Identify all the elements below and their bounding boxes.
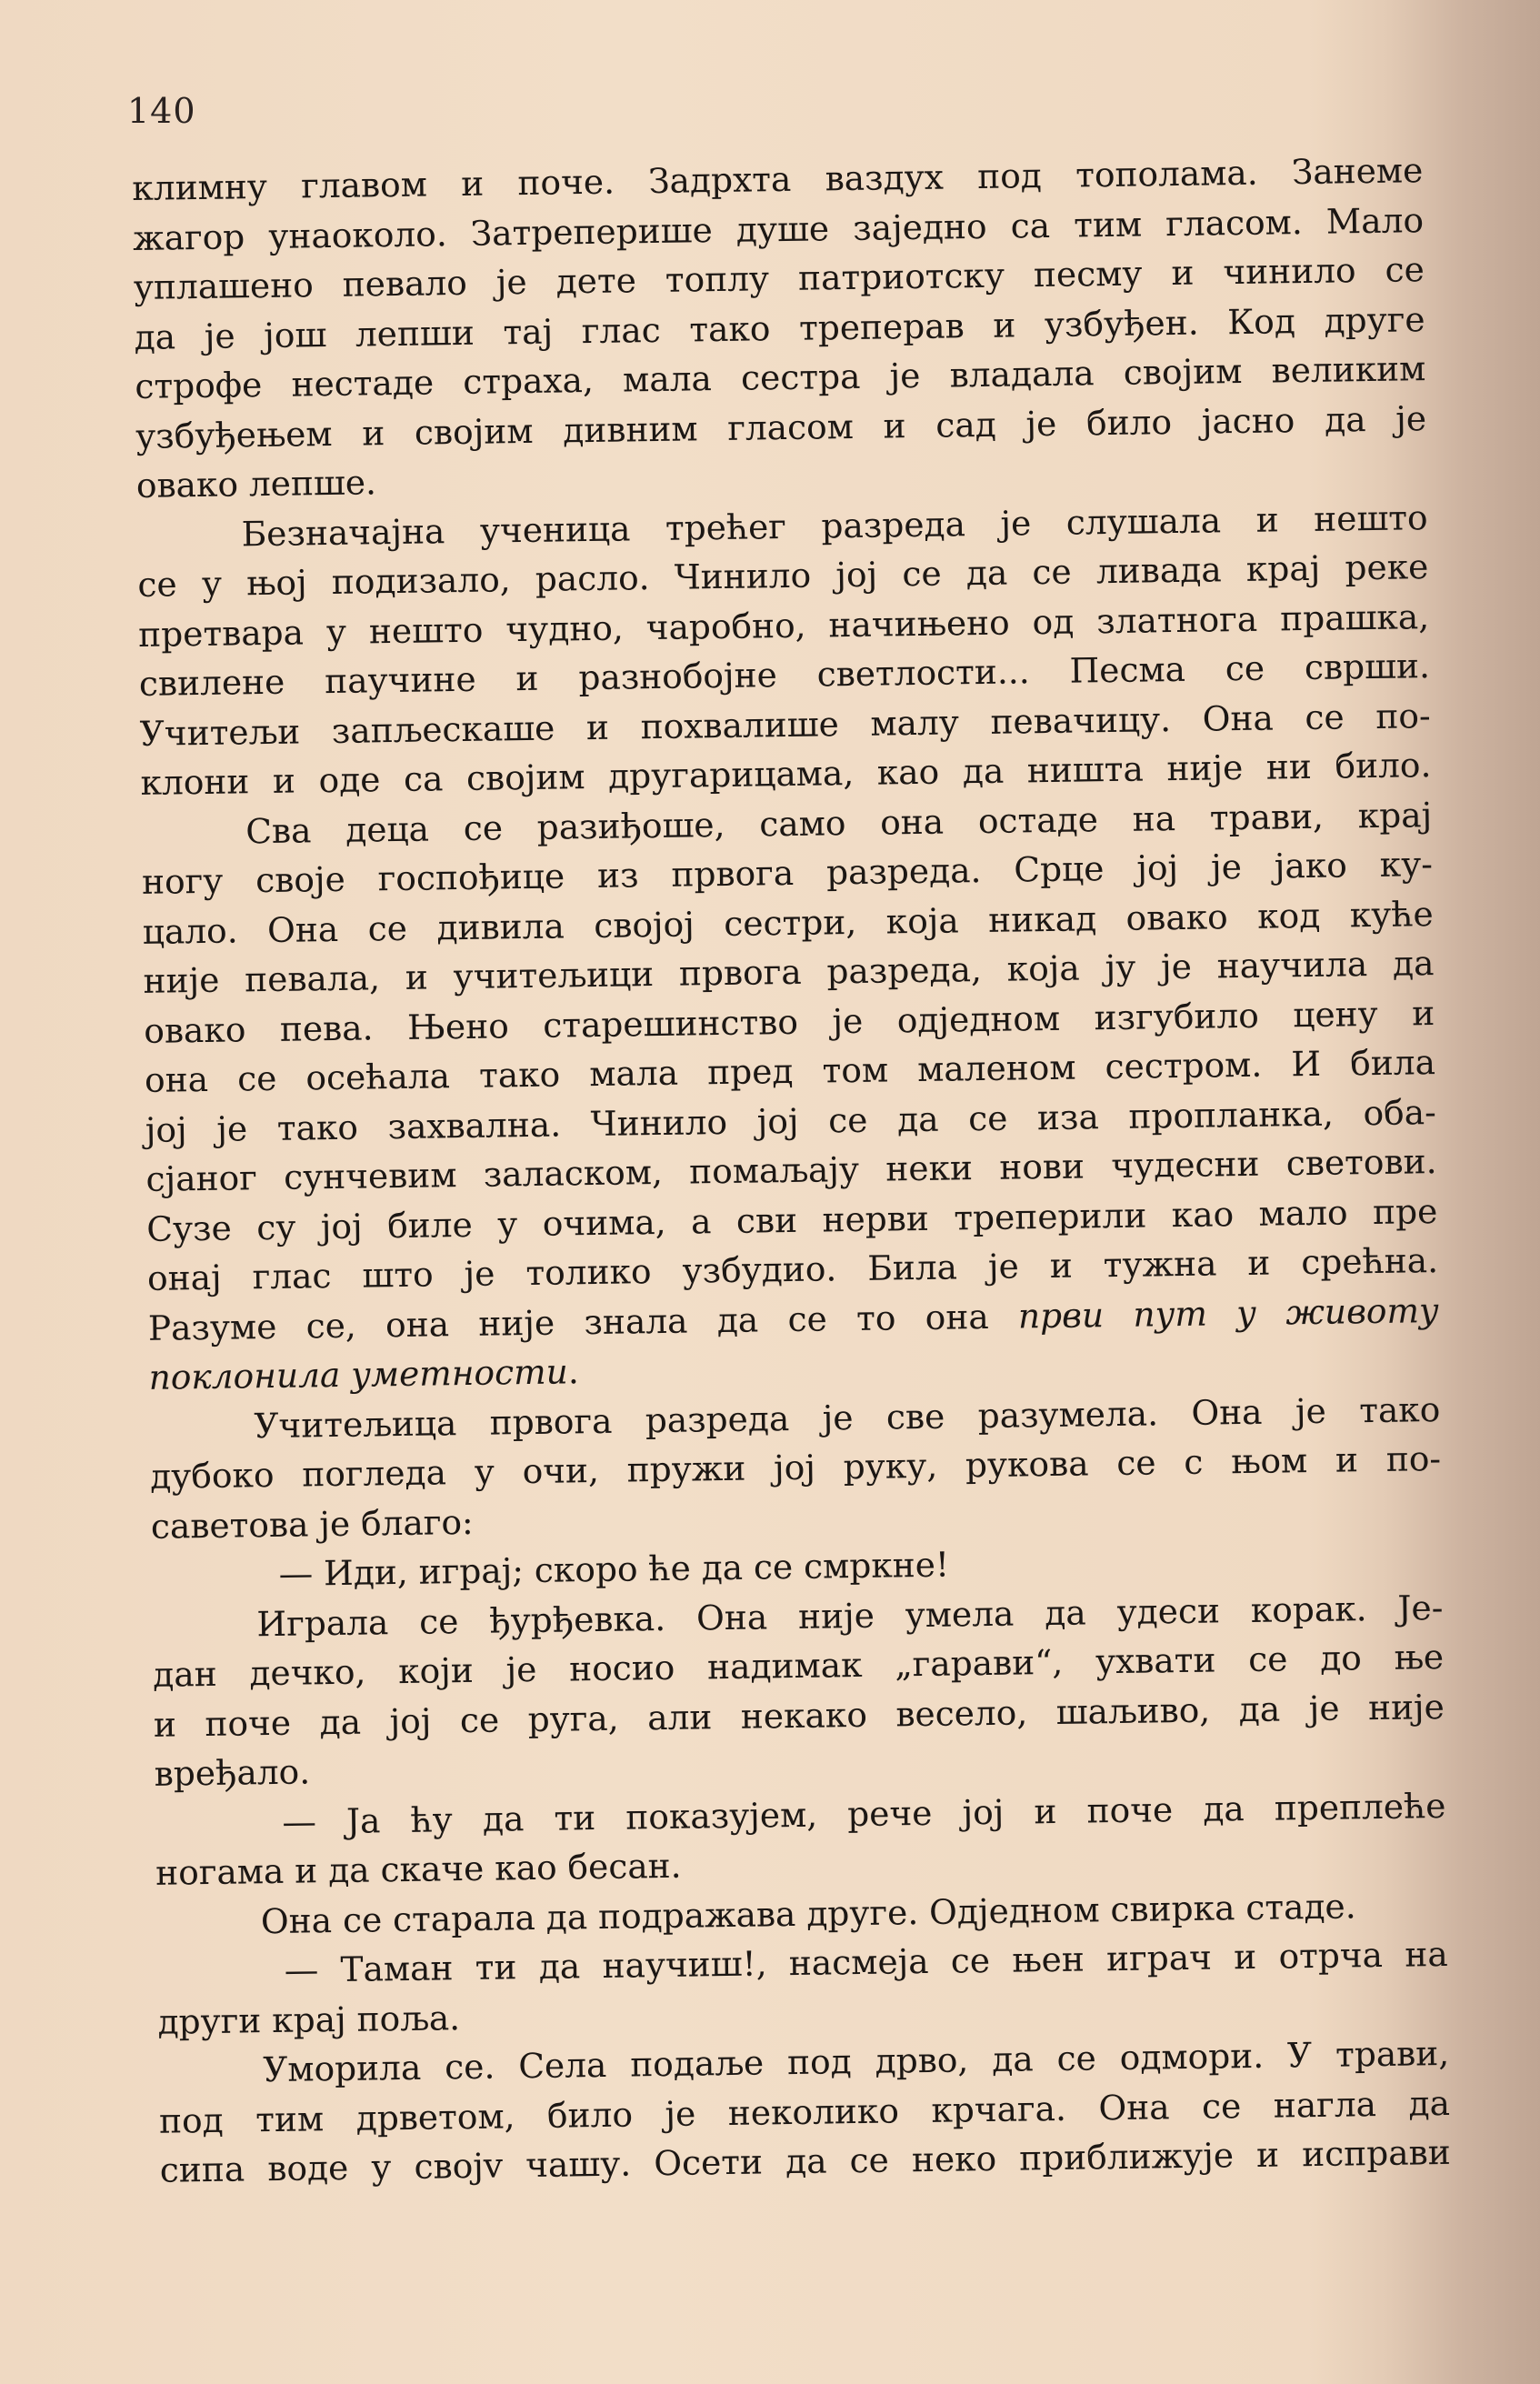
text-line: жагор унаоколо. Затреперише душе заједно са тим гласом. Мало [132, 199, 1425, 258]
text-line: Она се старала да подражава друге. Одједном свирка стаде. [260, 1885, 1356, 1941]
text-line: строфе нестаде страха, мала сестра је владала својим великим [135, 348, 1426, 406]
text-line: цало. Она се дивила својој сестри, која никад овако код куће [142, 893, 1434, 952]
text-line: вређало. [154, 1751, 311, 1794]
text-line: и поче да јој се руга, али некако весело, шаљиво, да је није [153, 1686, 1445, 1745]
emphasized-text: први пут у животу [1017, 1289, 1440, 1337]
text-line: претвара у нешто чудно, чаробно, начињено од златнога прашка, [137, 596, 1430, 655]
text-line: се у њој подизало, расло. Чинило јој се да се ливада крај реке [137, 546, 1429, 605]
text-line: под тим дрветом, било је неколико крчага. Она се нагла да [158, 2082, 1451, 2141]
text-line: сипа воде у својv чашу. Осети да се неко приближује и исправи [159, 2131, 1451, 2190]
text-line: онај глас што је толико узбудио. Била је и тужна и срећна. [146, 1240, 1439, 1298]
body-text [132, 145, 1451, 2195]
text-line: овако лепше. [135, 462, 377, 506]
text-line: да је још лепши тај глас тако треперав и узбуђен. Код друге [134, 298, 1425, 357]
text-line: ногама и да скаче као бесан. [155, 1845, 682, 1893]
text-line: Сузе су јој биле у очима, а сви нерви треперили као мало пре [146, 1190, 1438, 1249]
text-line: климну главом и поче. Задрхта ваздух под тополама. Занеме [132, 150, 1424, 208]
text-line: други крај поља. [157, 1997, 461, 2042]
text-line: — Таман ти да научиш!, насмеја се њен играч и отрча на [284, 1933, 1448, 1990]
text-line: она се осећала тако мала пред том маленом сестром. И била [144, 1042, 1436, 1100]
text-line: Играла се ђурђевка. Она није умела да удеси корак. Је- [256, 1587, 1444, 1644]
text-line: уплашено певало је дете топлу патриотску песму и чинило се [133, 249, 1425, 307]
text-line: Учитељица првога разреда је све разумела. Она је тако [254, 1388, 1441, 1446]
text-line: ногу своје госпођице из првога разреда. Срце јој је јако ку- [141, 844, 1434, 902]
text-line: Разуме се, она није знала да се то она први пут у животу [147, 1289, 1440, 1348]
text-line: — Ја ћу да ти показујем, рече јој и поче да преплеће [282, 1785, 1446, 1842]
text-line: Уморила се. Села подаље под дрво, да се одмори. У трави, [262, 2032, 1450, 2090]
text-line: Учитељи запљескаше и похвалише малу певачицу. Она се по- [139, 695, 1431, 754]
text-line: дан дечко, који је носио надимак „гарави“, ухвати се до ње [152, 1637, 1445, 1695]
text-line: јој је тако захвална. Чинило јој се да се иза пропланка, оба- [145, 1091, 1437, 1150]
text-line: поклонила уметности. [148, 1351, 579, 1397]
text-line: клони и оде са својим другарицама, као да ништа није ни било. [140, 745, 1432, 803]
text-line: узбуђењем и својим дивним гласом и сад је било јасно да је [135, 397, 1427, 456]
text-line: саветова је благо: [150, 1501, 474, 1547]
text-line: Безначајна ученица трећег разреда је слушала и нешто [241, 496, 1428, 554]
text-line: овако пева. Њено старешинство је одједном изгубило цену и [144, 992, 1435, 1051]
emphasized-text: поклонила уметности [148, 1351, 569, 1397]
text-line: свилене паучине и разнобојне светлости... Песма се сврши. [138, 646, 1431, 704]
text-line: — Иди, играј; скоро ће да се смркне! [278, 1544, 950, 1594]
text-line: Сва деца се разиђоше, само она остаде на трави, крај [245, 794, 1433, 851]
page-number: 140 [127, 91, 196, 131]
text-line: сјаног сунчевим заласком, помаљају неки нови чудесни светови. [145, 1141, 1437, 1199]
text-line: дубоко погледа у очи, пружи јој руку, рукова се с њом и по- [149, 1438, 1442, 1497]
text-line: није певала, и учитељици првога разреда, која ју је научила да [143, 943, 1435, 1001]
